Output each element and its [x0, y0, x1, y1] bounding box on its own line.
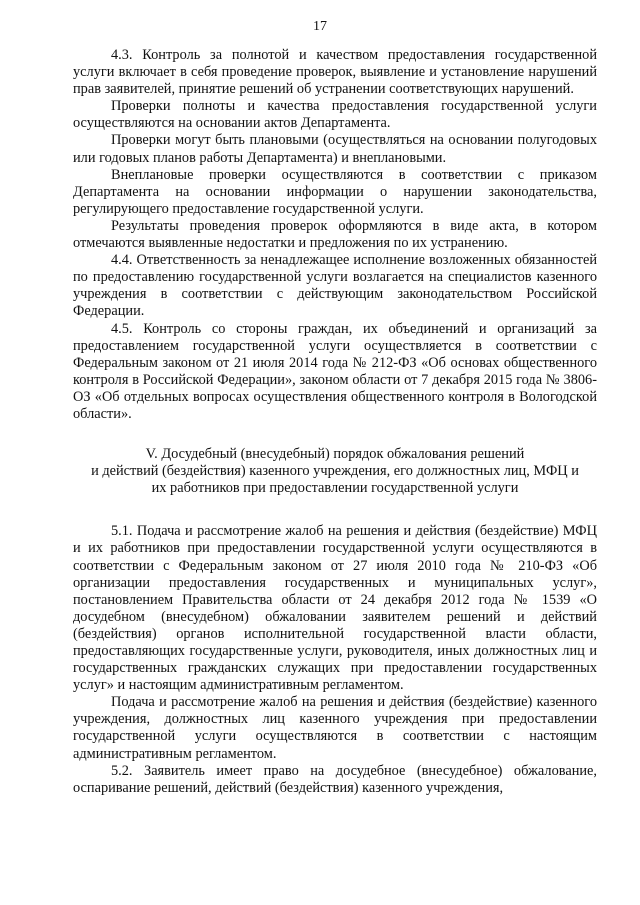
section-heading-line-2: и действий (бездействия) казенного учреждения, его должностных лиц, МФЦ и [91, 463, 579, 480]
paragraph-checks-types: Проверки могут быть плановыми (осуществляться на основании полугодовых или годовых планов работы Департамента) и внеплановыми. [73, 132, 597, 166]
paragraph-check-results: Результаты проведения проверок оформляются в виде акта, в котором отмечаются выявленные недостатки и предложения по их устранению. [73, 217, 597, 252]
paragraph-5-2: 5.2. Заявитель имеет право на досудебное (внесудебное) обжалование, оспаривание решений, действий (бездействия) казенного учреждения, [73, 762, 597, 796]
page-content [73, 47, 597, 797]
section-heading-line-1: V. Досудебный (внесудебный) порядок обжалования решений [145, 446, 525, 463]
section-heading-line-3: их работников при предоставлении государственной услуги [151, 480, 519, 497]
paragraph-checks-basis: Проверки полноты и качества предоставления государственной услуги осуществляются на основании актов Департамента. [73, 98, 597, 132]
paragraph-complaints-institution: Подача и рассмотрение жалоб на решения и действия (бездействие) казенного учреждения, должностных лиц казенного учреждения при предоставлении государственной услуги осуществляются в соответствии с настоящим административным регламентом. [73, 694, 597, 762]
paragraph-4-3: 4.3. Контроль за полнотой и качеством предоставления государственной услуги включает в себя проведение проверок, выявление и установление нарушений прав заявителей, принятие решений об устранении соответствующих нарушений. [73, 47, 597, 98]
paragraph-unplanned-checks: Внеплановые проверки осуществляются в соответствии с приказом Департамента на основании информации о нарушении законодательства, регулирующего предоставление государственной услуги. [73, 166, 597, 217]
paragraph-4-4: 4.4. Ответственность за ненадлежащее исполнение возложенных обязанностей по предоставлению государственной услуги возлагается на специалистов казенного учреждения в соответствии с действующим законодательством Российской Федерации. [73, 252, 597, 320]
paragraph-4-5: 4.5. Контроль со стороны граждан, их объединений и организаций за предоставлением государственной услуги осуществляется в соответствии с Федеральным законом от 21 июля 2014 года № 212-ФЗ «Об основах общественного контроля в Российской Федерации», законом области от 7 декабря 2015 года № 3806-ОЗ «Об отдельных вопросах осуществления общественного контроля в Вологодской области». [73, 320, 597, 422]
page-number: 17 [313, 19, 327, 34]
paragraph-5-1: 5.1. Подача и рассмотрение жалоб на решения и действия (бездействие) МФЦ и их работников при предоставлении государственной услуги осуществляются в соответствии с Федеральным законом от 27 июля 2010 года № 210-ФЗ «Об организации предоставления государственных и муниципальных услуг», постановлением Правительства области от 24 декабря 2012 года № 1539 «О досудебном (внесудебном) обжаловании заявителем решений и действий (бездействия) органов исполнительной государственной власти области, предоставляющих государственные услуги, руководителя, иных должностных лиц и государственных гражданских служащих при предоставлении государственных услуг» и настоящим административным регламентом. [73, 523, 597, 694]
section-heading [73, 446, 597, 497]
